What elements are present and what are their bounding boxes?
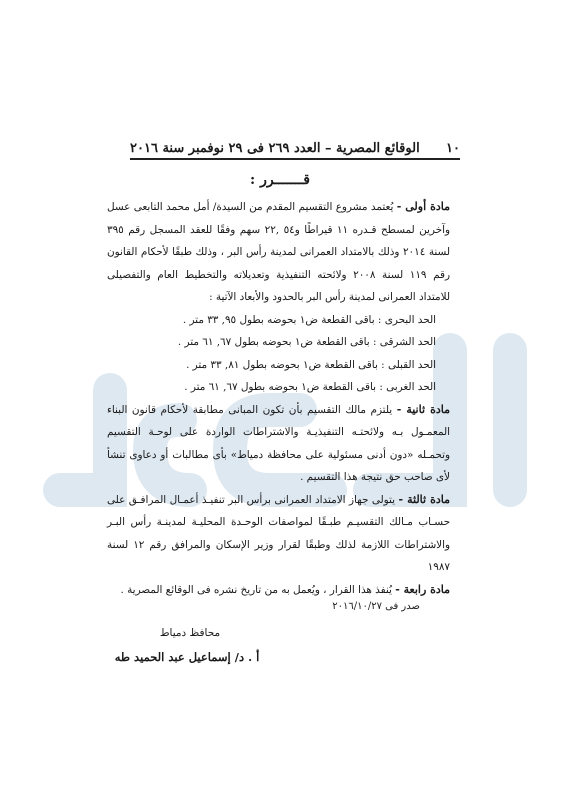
boundary-north: الحد البحرى : باقى القطعة ض١ بحوضه بطول ٩٥, ٣٣ متر . [182, 313, 436, 326]
article-2 [107, 399, 450, 489]
article-2-text: يلتزم مالك التقسيم بأن تكون المبانى مطابقة لأحكام قانون البناء المعمـول بـه ولائحتـه التنفيذيـة والاشتراطات الواردة على لوحـة التقسيم وتحمـله «دون أدنى مسئولية على محافظة دمياط» بأى مطالبات أو دعاوى تنشأ لأى صاحب حق نتيجة هذا التقسيم . [107, 403, 450, 483]
signatory-title: محافظ دمياط [159, 627, 221, 639]
article-3-text: يتولى جهاز الامتداد العمرانى برأس البر تنفيـذ أعمـال المرافـق على حسـاب مـالك التقسيـم طبـقًا لمواصفات الوحـدة المحليـة لمدينـة رأس البـر والاشتراطات اللازمة لذلك وطبقًا لقرار وزير الإسكان والمرافق رقم ١٢ لسنة ١٩٨٧ [107, 493, 450, 573]
signatory-name: أ . د/ إسماعيل عبد الحميد طه [114, 650, 260, 664]
article-4-label: مادة رابعة - [395, 582, 450, 596]
article-2-label: مادة ثانية - [396, 402, 450, 416]
article-3-label: مادة ثالثة - [398, 492, 450, 506]
article-4 [107, 579, 450, 602]
issue-date: صدر فى ٢٠١٦/١٠/٢٧ [332, 601, 420, 612]
gazette-title: الوقائع المصرية – العدد ٢٦٩ فى ٢٩ نوفمبر سنة ٢٠١٦ [130, 140, 420, 156]
article-1 [107, 196, 450, 309]
article-1-label: مادة أولى - [396, 200, 450, 213]
article-1-text: يُعتمد مشروع التقسيم المقدم من السيدة/ أمل محمد التابعى عسل وآخرين لمسطح قـدره ١١ قيراطًا و٥٤ ,٢٢ سهم وفقًا للعقد المسجل رقم ٣٩٥ لسنة ٢٠١٤ وذلك بالامتداد العمرانى لمدينة رأس البر ، وذلك طبقًا لأحكام القانون رقم ١١٩ لسنة ٢٠٠٨ ولائحته التنفيذية وتعديلاته والتخطيط العام والتفصيلى للامتداد العمرانى لمدينة رأس البر بالحدود والأبعاد الآتية : [107, 201, 450, 303]
decree-body [107, 196, 450, 601]
boundary-south: الحد القبلى : باقى القطعة ض١ بحوضه بطول ٨١, ٣٣ متر . [186, 358, 436, 371]
boundary-east: الحد الشرقى : باقى القطعة ض١ بحوضه بطول ٦٧, ٦١ متر . [177, 336, 436, 348]
article-4-text: يُنفذ هذا القرار ، ويُعمل به من تاريخ نشره فى الوقائع المصرية . [120, 583, 392, 596]
article-3 [107, 489, 450, 579]
page-number: ١٠ [446, 140, 460, 156]
page-header [130, 138, 460, 158]
boundary-west: الحد الغربى : باقى القطعة ض١ بحوضه بطول ٦٧, ٦١ متر . [184, 381, 436, 393]
decision-title: قـــــــرر : [250, 172, 310, 188]
header-divider [130, 158, 460, 160]
